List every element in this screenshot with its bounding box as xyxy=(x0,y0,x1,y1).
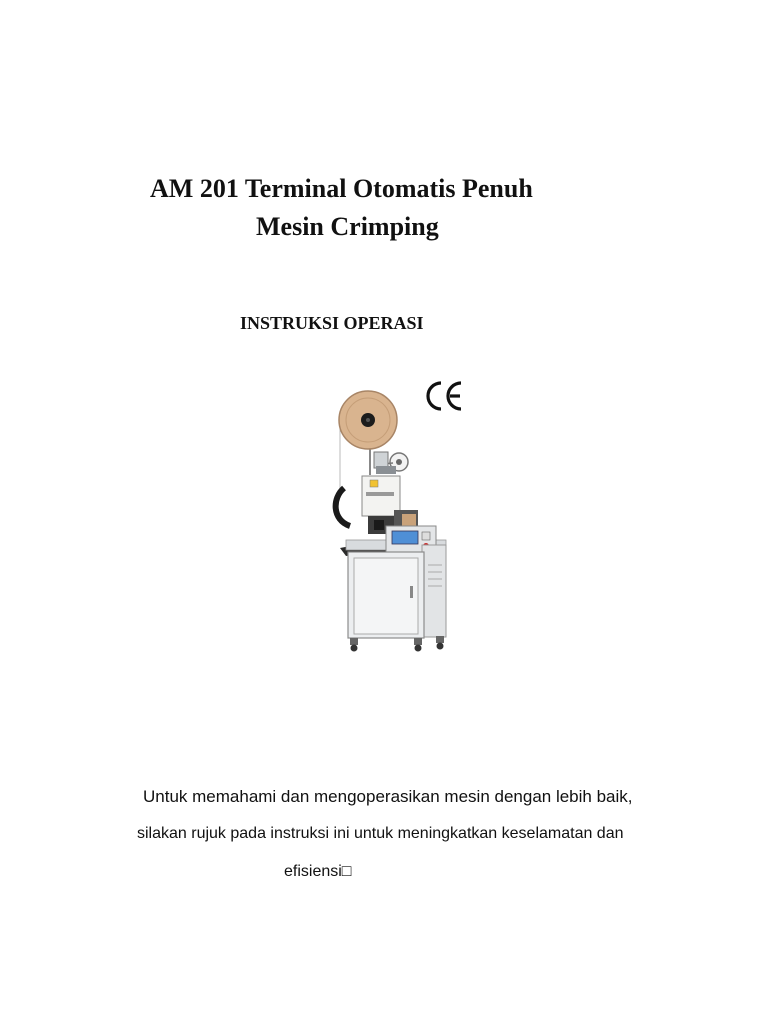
subtitle: INSTRUKSI OPERASI xyxy=(240,313,424,333)
crimping-machine-photo xyxy=(318,380,468,660)
instruction-paragraph-line-3: efisiensi□ xyxy=(284,863,352,880)
title-line-2: Mesin Crimping xyxy=(256,212,439,241)
instruction-paragraph-line-2: silakan rujuk pada instruksi ini untuk meningkatkan keselamatan dan xyxy=(137,825,624,842)
title-line-1: AM 201 Terminal Otomatis Penuh xyxy=(150,174,533,203)
instruction-paragraph-line-1: Untuk memahami dan mengoperasikan mesin dengan lebih baik, xyxy=(143,787,633,806)
